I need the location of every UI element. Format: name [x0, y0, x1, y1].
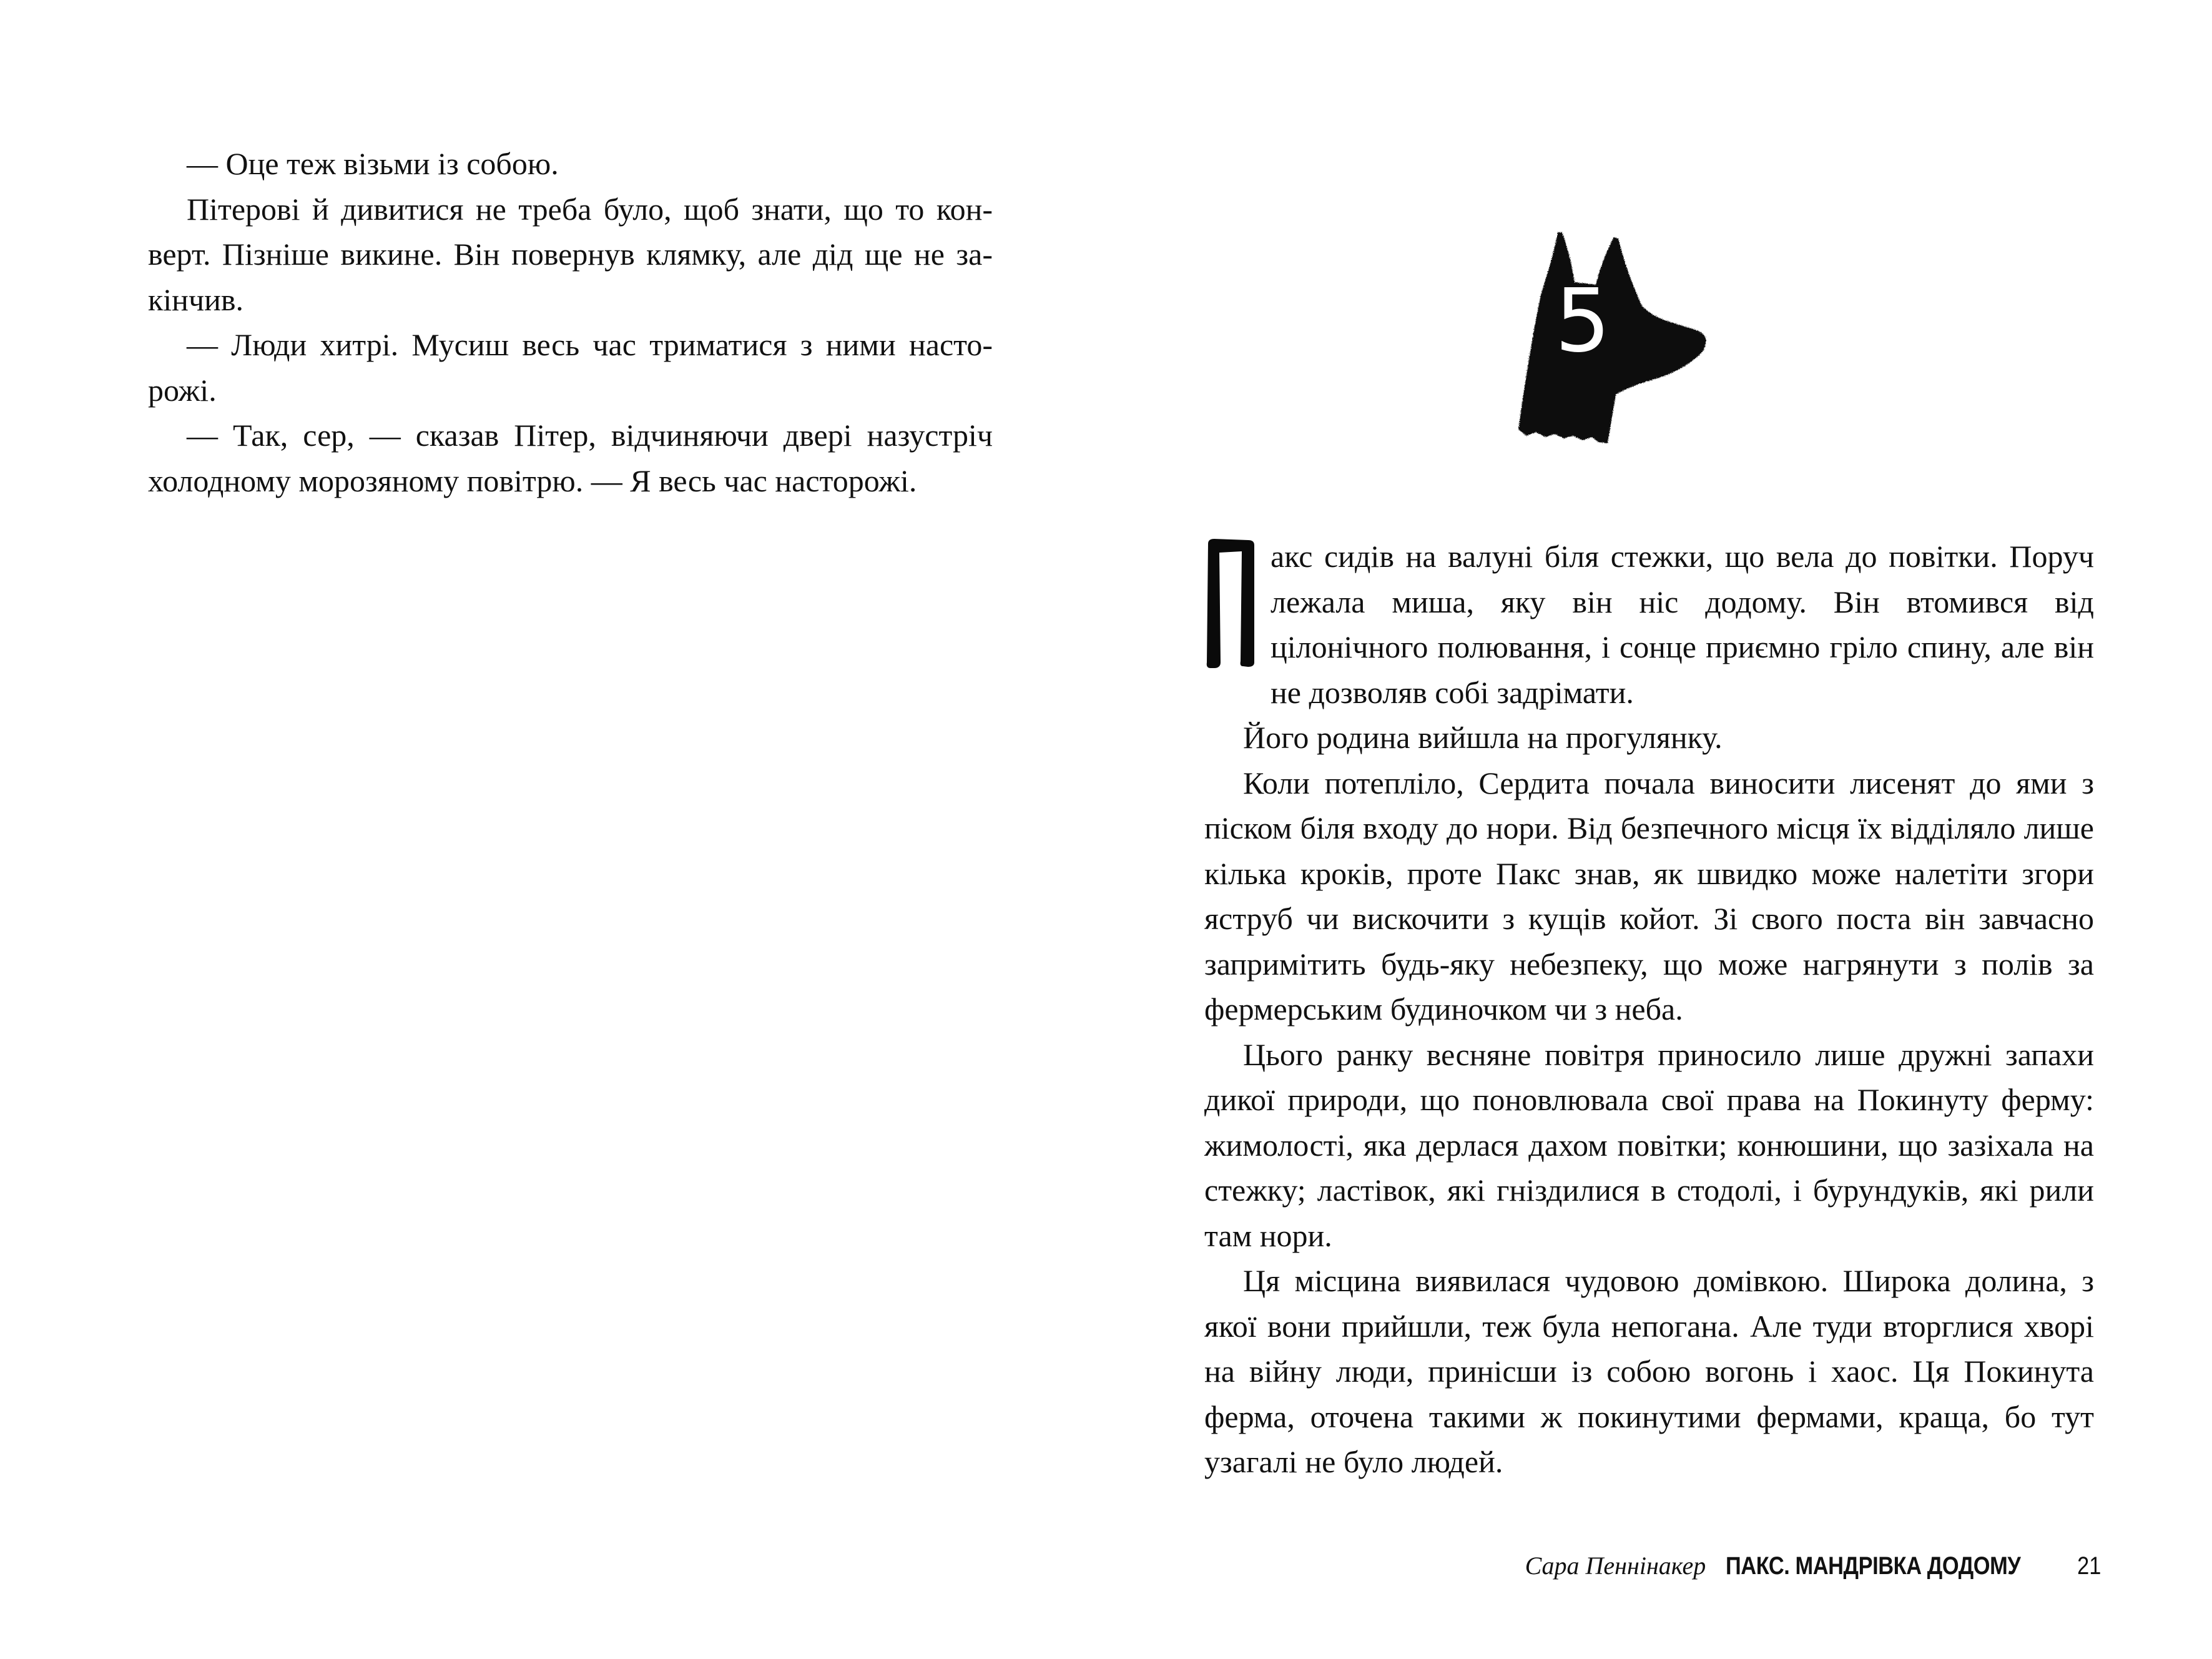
paragraph: — Так, сер, — сказав Пітер, відчиняючи двері назустріч холодному морозяному повітрю. — Я весь час насторожі. [148, 418, 993, 498]
paragraph-with-drop-cap [1204, 534, 2094, 715]
footer-book-title: ПАКС. МАНДРІВКА ДОДОМУ [1726, 1552, 2021, 1580]
paragraph: — Люди хитрі. Мусиш весь час триматися з ними насторожі. [148, 327, 993, 408]
fox-head-icon [1473, 187, 1885, 524]
paragraph-text: акс сидів на валуні біля стежки, що вела до повітки. Поруч лежала миша, яку він ніс додому. Він втомився від цілонічного полювання, і сонце приємно гріло спину, але він не дозволяв собі задрімати. [1271, 539, 2094, 710]
left-page-text [148, 141, 993, 503]
drop-cap-letter-pe-icon [1204, 538, 1258, 672]
paragraph: Його родина вийшла на прогулянку. [1243, 720, 1723, 755]
right-page-text [1204, 534, 2094, 1485]
footer-author: Сара Пеннінакер [1525, 1552, 1706, 1580]
paragraph: Цього ранку весняне повітря приносило лише дружні запахи дикої природи, що поновлювала свої права на Покинуту ферму: жимолості, яка дерлася дахом повітки; конюшини, що зазіхала на стежку; ластівок, які гніздилися в стодолі, і бурундуків, які рили там нори. [1204, 1036, 2094, 1253]
chapter-number: 5 [1555, 270, 1611, 372]
paragraph: Пітерові й дивитися не треба було, щоб знати, що то конверт. Пізніше викине. Він повернув клямку, але дід ще не закінчив. [148, 191, 993, 317]
paragraph: Коли потепліло, Сердита почала виносити лисенят до ями з піском біля входу до нори. Від безпечного місця їх відділяло лише кілька кроків, проте Пакс знав, як швидко може налетіти згори яструб чи вискочити з кущів койот. Зі свого поста він завчасно запримітить будь-яку небезпеку, що може нагрянути з полів за фермерським будиночком чи з неба. [1204, 765, 2094, 1026]
running-footer [1525, 1550, 2103, 1582]
drop-cap [1204, 538, 1258, 672]
page-number: 21 [2077, 1552, 2101, 1580]
paragraph: — Оце теж візьми із собою. [187, 146, 559, 181]
paragraph: Ця місцина виявилася чудовою домівкою. Широка долина, з якої вони прийшли, теж була непогана. Але туди вторглися хворі на війну люди, принісши із собою вогонь і хаос. Ця Покинута ферма, оточена такими ж покинутими фермами, краща, бо тут узагалі не було людей. [1204, 1263, 2094, 1479]
